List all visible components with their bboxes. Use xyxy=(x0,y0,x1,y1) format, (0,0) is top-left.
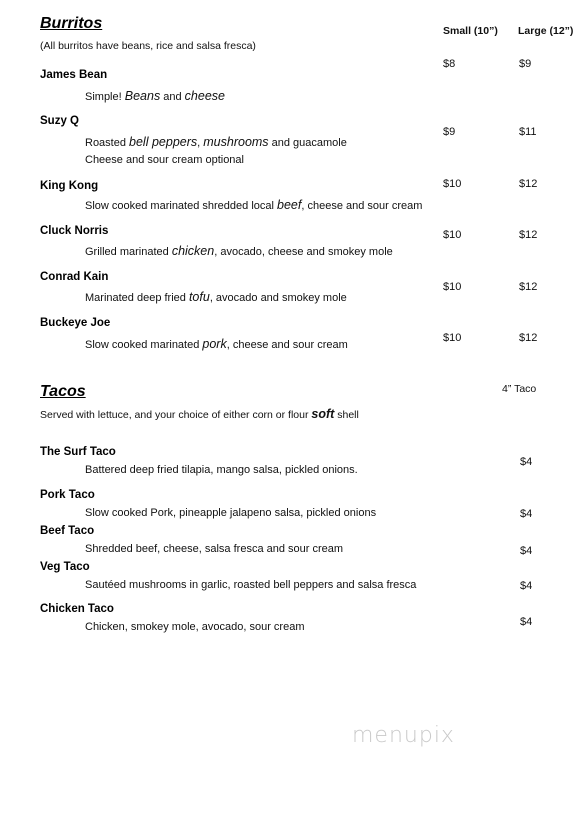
item-desc: Simple! Beans and cheese xyxy=(85,89,225,103)
item-price: $4 xyxy=(520,580,533,592)
emphasis: chicken xyxy=(171,244,215,258)
item-price-small: $10 xyxy=(443,281,462,293)
item-price-small: $9 xyxy=(443,126,456,138)
item-desc: Chicken, smokey mole, avocado, sour cream xyxy=(85,621,305,633)
item-price: $4 xyxy=(520,456,533,468)
item-price-small: $10 xyxy=(443,178,462,190)
tacos-title: Tacos xyxy=(40,383,86,400)
emphasis: tofu xyxy=(188,290,210,304)
item-price-large: $11 xyxy=(519,126,537,138)
item-name: Veg Taco xyxy=(40,561,90,573)
item-price-large: $12 xyxy=(519,332,538,344)
taco-col-header: 4” Taco xyxy=(502,383,537,395)
emphasis: mushrooms xyxy=(203,135,269,149)
item-name: King Kong xyxy=(40,180,99,192)
burritos-note: (All burritos have beans, rice and salsa fresca) xyxy=(40,40,256,52)
item-desc: Slow cooked marinated pork, cheese and sour cream xyxy=(85,337,348,351)
item-desc: Shredded beef, cheese, salsa fresca and sour cream xyxy=(85,543,344,555)
item-price: $4 xyxy=(520,508,533,520)
emphasis: pork xyxy=(202,337,227,351)
item-name: Beef Taco xyxy=(40,525,95,537)
item-desc: Sautéed mushrooms in garlic, roasted bell peppers and salsa fresca xyxy=(85,579,417,591)
emphasis: Beans xyxy=(124,89,161,103)
item-price-large: $9 xyxy=(519,58,532,70)
emphasis: bell peppers xyxy=(129,135,198,149)
item-desc: Slow cooked marinated shredded local beef, cheese and sour cream xyxy=(85,198,423,212)
item-price: $4 xyxy=(520,545,533,557)
item-name: Pork Taco xyxy=(40,489,95,501)
item-desc: Marinated deep fried tofu, avocado and smokey mole xyxy=(85,290,347,304)
item-name: Conrad Kain xyxy=(40,271,109,283)
tacos-note: Served with lettuce, and your choice of either corn or flour soft shell xyxy=(40,407,359,421)
burritos-title: Burritos xyxy=(40,15,103,32)
item-name: Chicken Taco xyxy=(40,603,114,615)
emphasis: cheese xyxy=(184,89,225,103)
item-desc: Roasted bell peppers, mushrooms and guacamole xyxy=(85,135,347,149)
emphasis-bold: soft xyxy=(311,407,335,421)
item-price-large: $12 xyxy=(519,178,538,190)
item-desc-2: Cheese and sour cream optional xyxy=(85,154,244,166)
item-name: Cluck Norris xyxy=(40,225,109,237)
item-price-small: $10 xyxy=(443,229,462,241)
emphasis: beef xyxy=(277,198,302,212)
item-name: James Bean xyxy=(40,69,108,81)
item-price: $4 xyxy=(520,616,533,628)
item-price-large: $12 xyxy=(519,229,538,241)
item-price-small: $10 xyxy=(443,332,462,344)
item-desc: Slow cooked Pork, pineapple jalapeno salsa, pickled onions xyxy=(85,507,377,519)
menupix-watermark: menupix xyxy=(352,723,455,748)
item-name: Buckeye Joe xyxy=(40,317,111,329)
col-small-header: Small (10”) xyxy=(443,25,498,37)
item-desc: Grilled marinated chicken, avocado, cheese and smokey mole xyxy=(85,244,393,258)
col-large-header: Large (12”) xyxy=(518,25,574,37)
item-desc: Battered deep fried tilapia, mango salsa, pickled onions. xyxy=(85,464,358,476)
item-price-large: $12 xyxy=(519,281,538,293)
item-name: The Surf Taco xyxy=(40,446,116,458)
item-name: Suzy Q xyxy=(40,115,79,127)
item-price-small: $8 xyxy=(443,58,456,70)
